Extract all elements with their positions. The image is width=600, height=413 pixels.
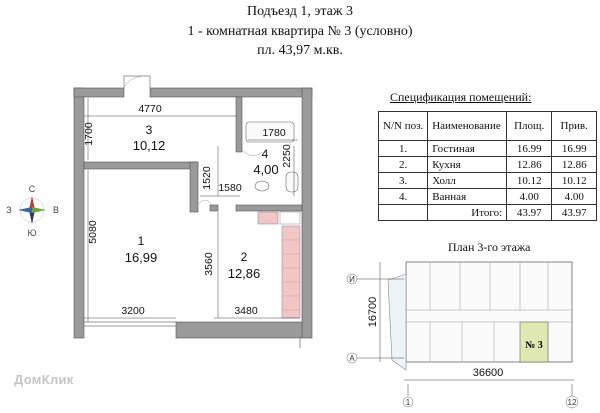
sink: [255, 181, 269, 191]
spec-cell: 4.: [379, 189, 428, 205]
wall-living-top: [84, 162, 198, 169]
spec-total-given: 43.97: [552, 205, 597, 221]
compass-west: З: [6, 205, 12, 215]
spec-cell: 2.: [379, 157, 428, 173]
spec-col-no: N/N поз.: [379, 112, 428, 141]
spec-cell: 16.99: [552, 141, 597, 157]
spec-table: [378, 111, 597, 221]
axis-top-label: И: [349, 275, 355, 284]
room-4-area: 4,00: [253, 162, 279, 177]
watermark-logo: ДомКлик: [14, 372, 74, 387]
dim-bath-height: 2250: [281, 144, 293, 168]
wall-top-left: [74, 88, 124, 97]
wall-kitchen-top: [236, 205, 302, 211]
room-1-area: 16,99: [124, 250, 158, 265]
axis-left-label: 1: [405, 398, 411, 407]
floor-stair-wing: [388, 274, 406, 370]
spec-col-given: Прив.: [552, 112, 597, 141]
header-apartment-title: 1 - комнатная квартира № 3 (условно): [187, 24, 413, 39]
room-3-area: 10,12: [132, 138, 166, 153]
floor-plan-title: План 3-го этажа: [448, 240, 531, 254]
spec-row: [379, 173, 597, 189]
sink-kitchen: [280, 212, 300, 224]
door-swing: [242, 150, 262, 156]
axis-bottom-label: А: [349, 354, 355, 363]
room-2-number: 2: [240, 250, 248, 264]
dim-bottom-left-width: 3200: [121, 305, 145, 317]
spec-cell: Кухня: [428, 157, 507, 173]
spec-cell: 16.99: [507, 141, 552, 157]
compass-east: В: [52, 205, 60, 215]
spec-cell: [379, 205, 428, 221]
room-3-number: 3: [145, 123, 153, 137]
spec-row: [379, 189, 597, 205]
spec-total-label: Итого:: [428, 205, 507, 221]
spec-total-area: 43.97: [507, 205, 552, 221]
apartment-highlight-label: № 3: [525, 340, 543, 351]
wall-top-right: [150, 88, 312, 97]
dim-kitchen-height: 3560: [203, 252, 215, 276]
axis-right-label: 12: [567, 398, 577, 407]
spec-cell: 10.12: [507, 173, 552, 189]
dim-upper-left-height: 1700: [83, 122, 95, 146]
spec-col-name: Наименование: [428, 112, 507, 141]
spec-cell: 10.12: [552, 173, 597, 189]
spec-cell: Холл: [428, 173, 507, 189]
spec-total-row: [379, 205, 597, 221]
kitchen-counter: [258, 212, 300, 318]
dim-bath-width: 1780: [262, 127, 286, 139]
spec-cell: 12.86: [552, 157, 597, 173]
spec-cell: 4.00: [507, 189, 552, 205]
spec-cell: Ванная: [428, 189, 507, 205]
spec-row: [379, 141, 597, 157]
door-swing: [198, 200, 212, 205]
floor-width-dim: 36600: [472, 367, 504, 379]
spec-title: Спецификация помещений:: [390, 90, 532, 104]
room-1-number: 1: [137, 234, 145, 248]
room-2-area: 12,86: [227, 266, 261, 281]
wall-partition: [190, 162, 198, 212]
spec-cell: 4.00: [552, 189, 597, 205]
wall-stub: [210, 205, 218, 211]
spec-row: [379, 157, 597, 173]
dim-partition-height: 1520: [201, 166, 213, 190]
room-4-number: 4: [261, 147, 269, 161]
wall-right: [302, 88, 312, 338]
spec-cell: 12.86: [507, 157, 552, 173]
floor-plan-thumbnail: [347, 262, 578, 408]
floor-height-dim: 16700: [367, 296, 379, 328]
dim-left-height: 5080: [87, 220, 99, 244]
compass: [6, 184, 59, 238]
dim-bottom-right-width: 3480: [234, 305, 258, 317]
header-area: пл. 43,97 м.кв.: [257, 43, 343, 58]
dim-corridor-width: 1580: [218, 182, 242, 194]
stove: [258, 212, 278, 224]
header-entrance-floor: Подъезд 1, этаж 3: [246, 4, 354, 19]
compass-south: Ю: [27, 228, 37, 238]
wall-bath-left: [236, 97, 242, 152]
toilet: [286, 172, 298, 192]
door-swing: [124, 76, 150, 88]
spec-header-row: [379, 112, 597, 141]
spec-cell: 1.: [379, 141, 428, 157]
wall-bottom-right: [176, 322, 302, 338]
spec-col-area: Площ.: [507, 112, 552, 141]
compass-north: С: [28, 184, 36, 194]
spec-cell: Гостиная: [428, 141, 507, 157]
room-labels: [125, 123, 279, 281]
dim-top-width: 4770: [138, 103, 162, 115]
spec-cell: 3.: [379, 173, 428, 189]
